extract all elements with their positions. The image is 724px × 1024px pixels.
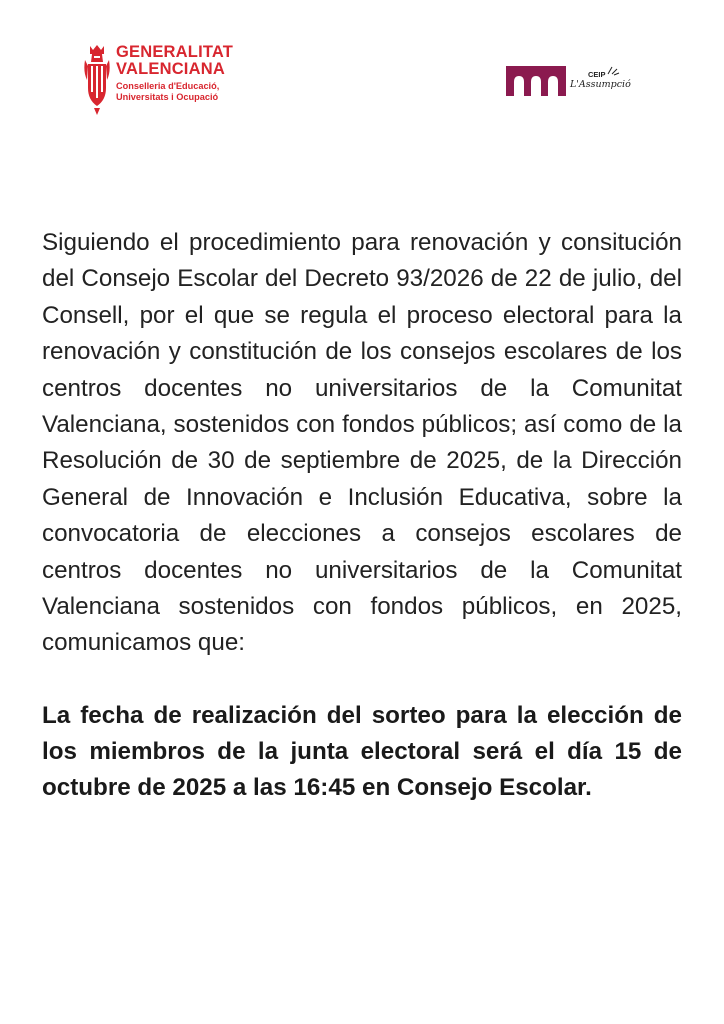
generalitat-name-line1: GENERALITAT (116, 43, 234, 61)
arches-icon (506, 62, 566, 98)
sparkle-icon (606, 64, 620, 76)
intro-paragraph: Siguiendo el procedimiento para renovación y consitución del Consejo Escolar del Decreto 93/2026 de 22 de julio, del Consell, por el que se regula el proceso electoral para la renovación y constitución de los consejos escolares de los centros docentes no universitarios de la Comunitat Valenciana, sostenidos con fondos públicos; así como de la Resolución de 30 de septiembre de 2025, de la Dirección General de Innovación e Inclusión Educativa, sobre la convocatoria de elecciones a consejos escolares de centros docentes no universitarios de la Comunitat Valenciana sostenidos con fondos públicos, en 2025, comunicamos que: (42, 229, 682, 657)
school-prefix: CEIP (588, 69, 606, 79)
generalitat-name-line2: VALENCIANA (116, 60, 225, 78)
generalitat-text (116, 44, 233, 102)
generalitat-emblem-icon (84, 44, 110, 116)
document-body (42, 225, 682, 806)
school-name: L'Assumpció (570, 78, 631, 90)
school-logo (506, 62, 631, 98)
generalitat-valenciana-logo (84, 44, 233, 116)
school-text (570, 70, 631, 91)
conselleria-line2: Universitats i Ocupació (116, 91, 219, 102)
conselleria-line1: Conselleria d'Educació, (116, 81, 220, 91)
announcement-paragraph: La fecha de realización del sorteo para la elección de los miembros de la junta electoral será el día 15 de octubre de 2025 a las 16:45 en Consejo Escolar. (42, 701, 682, 801)
page-header (0, 0, 724, 140)
